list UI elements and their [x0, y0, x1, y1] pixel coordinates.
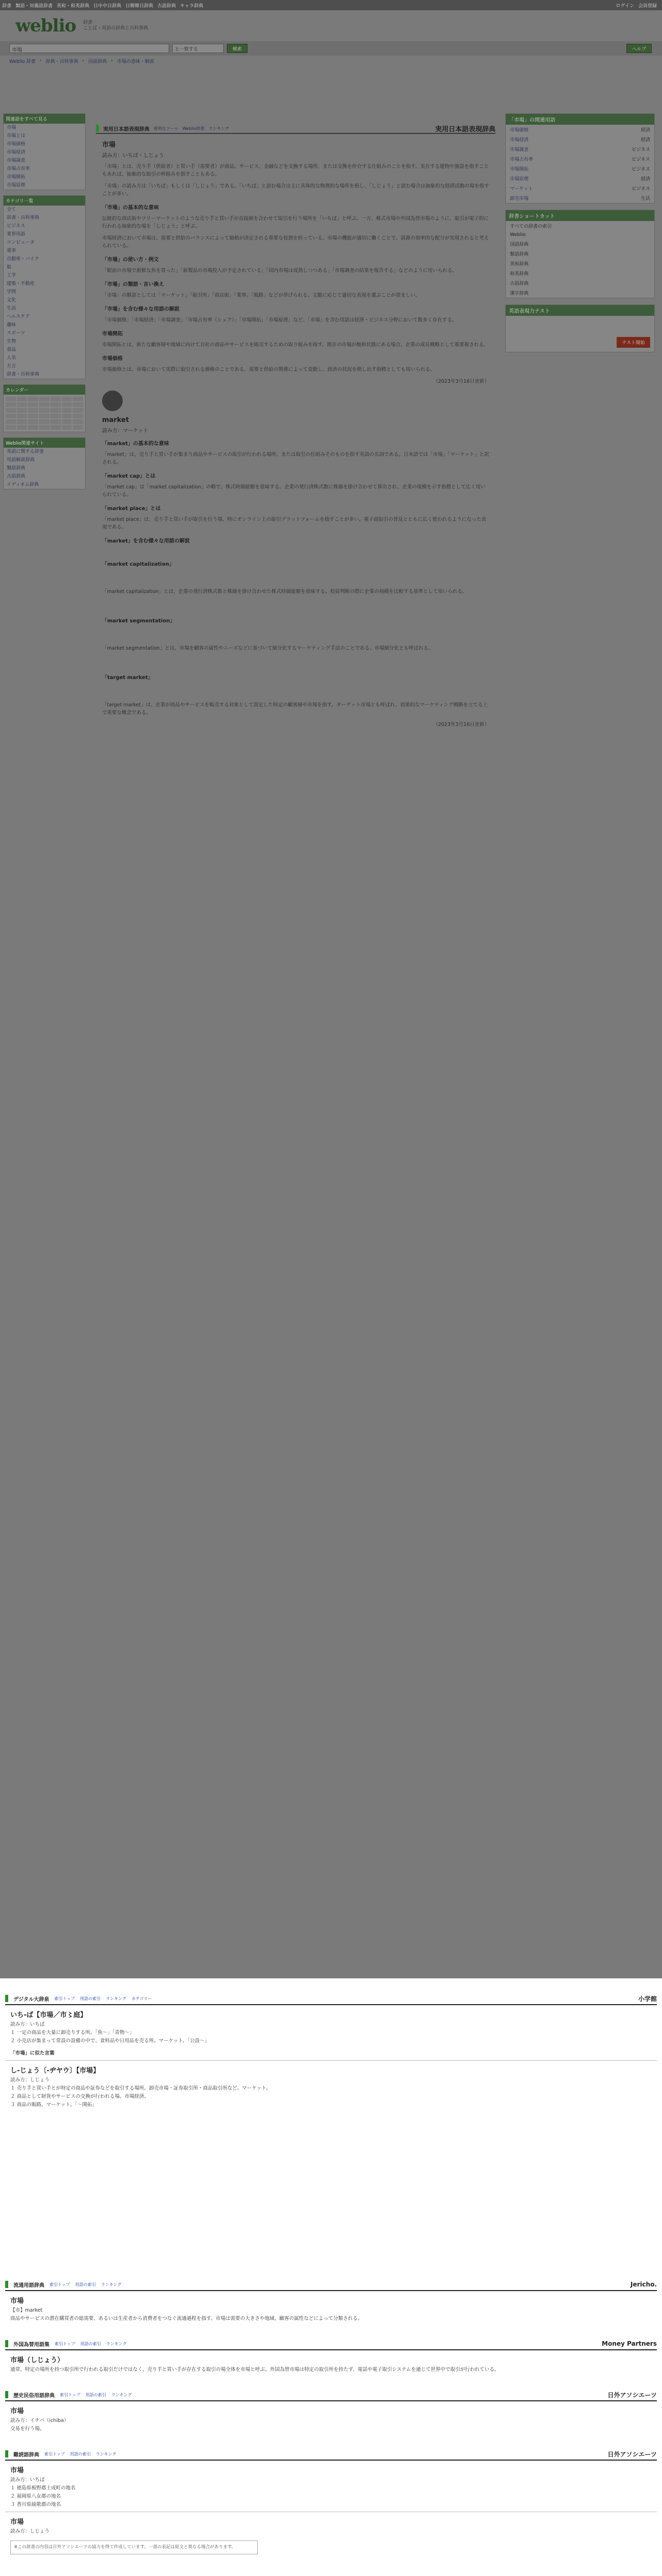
- entry-reading-english: 読み方：マーケット: [102, 428, 148, 434]
- calendar-day-cell[interactable]: [51, 414, 61, 418]
- related-sites-list: [4, 448, 85, 489]
- dictionary-header: [96, 124, 495, 134]
- section-link[interactable]: ランキング: [106, 2341, 127, 2346]
- word-illustration-icon: [102, 391, 123, 411]
- header: [0, 10, 662, 41]
- section-name[interactable]: 流通用語辞典: [13, 2282, 44, 2289]
- section-reading: 【市】market: [10, 2308, 43, 2313]
- section-header: [5, 2339, 657, 2350]
- calendar-day-cell[interactable]: [6, 408, 16, 413]
- breadcrumb-separator: ›: [82, 58, 85, 63]
- start-test-button[interactable]: テスト開始: [617, 337, 650, 348]
- shortcut-link[interactable]: 漢字辞典: [510, 291, 529, 296]
- dictionary-link[interactable]: ランキング: [208, 126, 229, 131]
- related-word-link[interactable]: 市場開拓: [7, 175, 26, 180]
- dictionary-publisher: 実用日本語表現辞典: [435, 125, 495, 133]
- related-term-category: 経済: [640, 177, 650, 182]
- related-site-link[interactable]: 英語に関する辞書: [7, 449, 44, 454]
- related-term-category: 経済: [640, 138, 650, 143]
- shortcut-link[interactable]: 国語辞典: [510, 242, 529, 247]
- category-link[interactable]: スポーツ: [7, 331, 25, 336]
- related-term-row[interactable]: [506, 134, 654, 144]
- section-link[interactable]: ランキング: [106, 1996, 126, 2001]
- related-term-link[interactable]: マーケット: [510, 187, 533, 192]
- section-word: し‐じょう〔‐ヂヤウ〕【市場】: [10, 2067, 100, 2075]
- shortcut-link[interactable]: すべての辞書の索引: [510, 224, 552, 229]
- lower-spacer: [0, 2375, 662, 2390]
- left-sidebar: [0, 113, 88, 495]
- related-term-category: ビジネス: [632, 147, 650, 152]
- weblio-logo[interactable]: weblio: [15, 15, 76, 36]
- calendar-day-cell[interactable]: [6, 402, 16, 407]
- related-term-row[interactable]: [506, 183, 654, 193]
- related-term-link[interactable]: 卸売市場: [510, 196, 529, 201]
- breadcrumb-item[interactable]: Weblio 辞書: [9, 59, 36, 64]
- topbar-link[interactable]: 日中中日辞典: [93, 3, 122, 9]
- section-link[interactable]: 索引トップ: [44, 2451, 65, 2456]
- section-definition: ２ 小売店が集まって常設の設備の中で、食料品や日用品を売る所。マーケット。「公設～」: [10, 2038, 210, 2044]
- entry-subheading: 「market capitalization」: [102, 562, 174, 567]
- category-link[interactable]: 業界用語: [7, 232, 26, 237]
- section-link[interactable]: 索引トップ: [55, 2341, 75, 2346]
- entry-paragraph: 「market place」は、売り手と買い手が取引を行う場、特にオンライン上の取引プラットフォームを指すことが多い。電子商取引の普及とともに広く使われるようになった表現である。: [102, 517, 487, 530]
- breadcrumb-separator: ›: [40, 58, 42, 63]
- category-link[interactable]: 趣味: [7, 323, 16, 328]
- calendar-grid: [4, 395, 85, 432]
- main-content: [96, 124, 495, 733]
- section-definition: ３ 香川県綾歌郡の地名: [10, 2502, 61, 2507]
- divider: [5, 2060, 657, 2061]
- related-term-row[interactable]: [506, 144, 654, 154]
- category-link[interactable]: 人名: [7, 355, 16, 361]
- category-link[interactable]: 生活: [7, 306, 16, 311]
- section-definition: ２ 福岡県八女郡の地名: [10, 2494, 61, 2499]
- calendar-day-cell[interactable]: [6, 414, 16, 418]
- calendar-day-cell[interactable]: [73, 425, 83, 430]
- section-name[interactable]: 外国為替用語集: [13, 2342, 49, 2348]
- section-marker-icon: [5, 1995, 8, 2002]
- entry-subheading: 「市場」の使い方・例文: [102, 257, 159, 263]
- entry-paragraph: 「市場」の類語としては「マーケット」「取引所」「商店街」「業界」「販路」などが挙げられる。文脈に応じて適切な表現を選ぶことが望ましい。: [102, 293, 421, 298]
- entry-paragraph: 「市場」の読み方は「いちば」もしくは「しじょう」である。「いちば」と読む場合は主に具体的な物理的な場所を指し、「しじょう」と読む場合は抽象的な経済活動の場を指すことが多い。: [102, 183, 489, 197]
- related-term-category: ビジネス: [632, 157, 650, 162]
- section-marker-icon: [5, 2281, 8, 2288]
- calendar-day-cell[interactable]: [39, 414, 49, 418]
- related-word-link[interactable]: 市場価格: [7, 142, 26, 147]
- category-link[interactable]: 文化: [7, 298, 16, 303]
- lower-spacer: [0, 2324, 662, 2339]
- calendar-day-cell[interactable]: [73, 397, 83, 401]
- category-link[interactable]: 全て: [7, 207, 16, 212]
- english-test-box: [505, 304, 655, 352]
- category-link[interactable]: 建築・不動産: [7, 281, 35, 286]
- english-test-body: [506, 316, 654, 352]
- section-definition: １ 徳島県板野郡土成町の地名: [10, 2485, 76, 2491]
- entry-subheading: 「市場」を含む様々な用語の解説: [102, 307, 179, 312]
- related-term-category: 生活: [640, 196, 650, 201]
- related-term-row[interactable]: [506, 174, 654, 183]
- search-bar: [0, 41, 662, 56]
- related-word-link[interactable]: 市場: [7, 125, 16, 130]
- logo-sub-label: 辞書: [83, 20, 93, 25]
- related-site-link[interactable]: 類語辞典: [7, 466, 26, 471]
- topbar-link[interactable]: 日韓韓日辞典: [125, 3, 154, 9]
- topbar-link[interactable]: 古語辞典: [157, 3, 176, 9]
- section-word: 市場（しじょう）: [10, 2357, 64, 2364]
- entry-paragraph: 「target market」は、企業が商品やサービスを販売する対象として設定した特定の顧客層や市場を指す。ターゲット市場とも呼ばれ、効果的なマーケティング戦略を立てる上で重要な概念である。: [102, 702, 488, 716]
- section-reading: 読み方：いちば: [10, 2477, 45, 2483]
- section-link[interactable]: 索引トップ: [54, 1996, 75, 2001]
- topbar-link[interactable]: 英和・和英辞典: [57, 3, 90, 9]
- section-link[interactable]: ランキング: [95, 2451, 117, 2456]
- shortcut-link[interactable]: 古語辞典: [510, 281, 529, 286]
- signup-link[interactable]: 会員登録: [638, 3, 657, 9]
- calendar-box: [3, 384, 86, 432]
- entry-paragraph: 「market cap」は「market capitalization」の略で、株式時価総額を意味する。企業の発行済株式数に株価を掛け合わせて算出され、企業の規模を示す指標として広く用いられている。: [102, 484, 486, 498]
- category-link[interactable]: 電車: [7, 248, 16, 253]
- calendar-day-cell[interactable]: [62, 397, 72, 401]
- related-site-link[interactable]: イディオム辞典: [7, 482, 39, 487]
- related-term-link[interactable]: 市場原理: [510, 177, 529, 182]
- calendar-day-cell[interactable]: [62, 414, 72, 418]
- category-link[interactable]: 方言: [7, 364, 16, 369]
- category-link[interactable]: ビジネス: [7, 224, 25, 229]
- entry-subheading: 市場開拓: [102, 331, 123, 337]
- calendar-day-cell[interactable]: [6, 425, 16, 430]
- lower-spacer: [0, 2110, 662, 2280]
- similar-words-heading[interactable]: 「市場」に似た言葉: [10, 2050, 55, 2056]
- dictionary-marker-icon: [96, 125, 99, 132]
- update-date: （2023年3月16日更新）: [433, 722, 489, 727]
- shortcut-link[interactable]: Weblio: [510, 232, 526, 238]
- calendar-day-cell[interactable]: [17, 402, 27, 407]
- section-reading: 読み方：いちば: [10, 2022, 45, 2027]
- category-link[interactable]: 辞書・百科事典: [7, 372, 40, 377]
- calendar-day-cell[interactable]: [28, 402, 38, 407]
- calendar-day-cell[interactable]: [6, 397, 16, 401]
- section-publisher: 小学館: [638, 1995, 657, 2003]
- section-publisher: Jericho.: [630, 2281, 657, 2288]
- calendar-day-cell[interactable]: [51, 419, 61, 424]
- search-input[interactable]: 市場: [9, 44, 169, 53]
- topbar-link[interactable]: キャラ辞典: [180, 3, 204, 9]
- section-link[interactable]: 索引トップ: [49, 2282, 70, 2287]
- dictionary-link[interactable]: Weblio辞書: [182, 126, 205, 131]
- related-terms-list: [506, 125, 654, 203]
- section-word: 市場: [10, 2518, 24, 2526]
- section-definition: ３ 商品の販路。マーケット。「～開拓」: [10, 2102, 97, 2108]
- entry-subheading: 市場価格: [102, 356, 123, 362]
- section-definition: 通常、特定の場所を持つ取引所で行われる取引だけではなく、売り手と買い手が存在する取引の場全体を市場と呼ぶ。外国為替市場は特定の取引所を持たず、電話や電子取引システムを通じて世界中で取引が行われている。: [10, 2367, 500, 2372]
- related-word-link[interactable]: 市場占有率: [7, 166, 30, 172]
- shortcut-link[interactable]: 和英辞典: [510, 272, 529, 277]
- category-link[interactable]: 自動車・バイク: [7, 257, 39, 262]
- section-publisher: 日外アソシエーツ: [607, 2450, 657, 2458]
- search-button[interactable]: 検索: [227, 44, 247, 53]
- breadcrumb-separator: ›: [111, 58, 113, 63]
- calendar-day-cell[interactable]: [51, 397, 61, 401]
- related-term-row[interactable]: [506, 164, 654, 174]
- entry-paragraph: 「market」は、売り手と買い手が集まり商品やサービスの取引が行われる場所、または取引の仕組みそのものを指す英語の名詞である。日本語では「市場」「マーケット」と訳される。: [102, 452, 489, 465]
- section-name[interactable]: 難読語辞典: [13, 2452, 39, 2458]
- section-definition: ２ 商品として財貨やサービスの交換が行われる場。市場経済。: [10, 2094, 150, 2099]
- calendar-day-cell[interactable]: [62, 408, 72, 413]
- entry-subheading: 「market」を含む様々な用語の解説: [102, 538, 190, 544]
- breadcrumb-item[interactable]: 国語辞典: [88, 59, 107, 64]
- calendar-title: カレンダー: [4, 385, 85, 395]
- entry-word-english: market: [102, 416, 129, 424]
- tagline-text: ことば・用語の辞典と百科事典: [83, 26, 148, 31]
- shortcut-link[interactable]: 類語辞典: [510, 252, 529, 257]
- related-term-link[interactable]: 市場経済: [510, 138, 529, 143]
- section-word: 市場: [10, 2467, 24, 2475]
- section-reading: 読み方：しじょう: [10, 2529, 50, 2534]
- section-reading: 読み方：しじょう: [10, 2077, 50, 2083]
- section-publisher: 日外アソシエーツ: [607, 2391, 657, 2399]
- breadcrumb-item: 市場の意味・解説: [117, 59, 154, 64]
- calendar-day-cell[interactable]: [73, 419, 83, 424]
- related-words-title: 関連語をすべて見る: [4, 114, 85, 124]
- related-term-row[interactable]: [506, 125, 654, 134]
- calendar-day-cell[interactable]: [28, 408, 38, 413]
- calendar-day-cell[interactable]: [39, 408, 49, 413]
- related-term-link[interactable]: 市場開拓: [510, 167, 529, 172]
- related-term-category: ビジネス: [632, 187, 650, 192]
- topbar-link[interactable]: 辞書: [2, 3, 12, 9]
- category-link[interactable]: 工学: [7, 273, 16, 278]
- section-word: 市場: [10, 2408, 24, 2415]
- entry-subheading: 「market place」とは: [102, 506, 161, 512]
- match-mode-select[interactable]: と一致する: [172, 44, 224, 53]
- category-link[interactable]: 学問: [7, 290, 16, 295]
- entry-paragraph: 「市場」とは、売り手（供給者）と買い手（需要者）が商品、サービス、金融などを交換する場所、または交換を仲介する仕組みのことを指す。実在する建物や施設を指すこともあれば、抽象的な取引の枠組みを指すこともある。: [102, 164, 489, 177]
- related-term-category: 経済: [640, 128, 650, 133]
- section-header: [5, 2280, 657, 2291]
- related-term-row[interactable]: [506, 193, 654, 203]
- related-sites-box: [3, 437, 86, 489]
- related-term-link[interactable]: 市場価格: [510, 128, 529, 133]
- related-word-link[interactable]: 市場原理: [7, 183, 26, 188]
- calendar-day-cell[interactable]: [51, 402, 61, 407]
- calendar-day-cell[interactable]: [28, 419, 38, 424]
- help-button[interactable]: ヘルプ: [626, 44, 652, 53]
- category-title: カテゴリ一覧: [4, 196, 85, 206]
- calendar-day-cell[interactable]: [62, 402, 72, 407]
- shortcut-link[interactable]: 英和辞典: [510, 262, 529, 267]
- related-sites-title: Weblio関連サイト: [4, 438, 85, 448]
- copyright-note: ※この辞書の内容は日外アソシエーツの協力を得て作成しています。一部の表記は原文と異なる場合があります。: [10, 2540, 258, 2554]
- calendar-day-cell[interactable]: [39, 425, 49, 430]
- category-box: [3, 195, 86, 379]
- calendar-day-cell[interactable]: [17, 408, 27, 413]
- top-bar: [0, 0, 662, 10]
- related-words-list: [4, 124, 85, 190]
- related-term-row[interactable]: [506, 154, 654, 164]
- related-site-link[interactable]: 用語解説辞典: [7, 457, 35, 463]
- calendar-day-cell[interactable]: [73, 414, 83, 418]
- section-definition: 交易を行う場。: [10, 2426, 45, 2432]
- section-publisher: Money Partners: [602, 2340, 657, 2347]
- related-site-link[interactable]: 古語辞典: [7, 474, 26, 479]
- related-term-category: ビジネス: [632, 167, 650, 172]
- dictionary-link[interactable]: 便利なツール: [154, 126, 178, 131]
- entry-subheading: 「市場」の類語・言い換え: [102, 282, 164, 287]
- calendar-day-cell[interactable]: [17, 419, 27, 424]
- entry-paragraph: 「市場価格」「市場経済」「市場調査」「市場占有率（シェア）」「市場開拓」「市場原理」など、「市場」を含む用語は経済・ビジネス分野において数多く存在する。: [102, 317, 457, 323]
- section-link[interactable]: 用語の索引: [75, 2282, 96, 2287]
- calendar-day-cell[interactable]: [51, 425, 61, 430]
- category-link[interactable]: 食品: [7, 347, 16, 352]
- section-definition: １ 一定の商品を大量に卸売りする所。「魚～」「青物～」: [10, 2030, 135, 2036]
- category-link[interactable]: 辞書・百科事典: [7, 215, 40, 221]
- entry-word: 市場: [102, 141, 116, 149]
- dictionary-name[interactable]: 実用日本語表現辞典: [103, 126, 150, 132]
- related-terms-title: 「市場」の関連用語: [506, 114, 654, 125]
- section-link[interactable]: 用語の索引: [80, 2341, 101, 2346]
- related-word-link[interactable]: 市場調査: [7, 158, 26, 163]
- section-marker-icon: [5, 2450, 8, 2458]
- entry-subheading: 「market」の基本的な意味: [102, 441, 170, 447]
- related-term-link[interactable]: 市場占有率: [510, 157, 534, 162]
- section-link[interactable]: 索引トップ: [60, 2392, 80, 2397]
- calendar-day-cell[interactable]: [39, 397, 49, 401]
- section-link[interactable]: 用語の索引: [70, 2451, 91, 2456]
- calendar-day-cell[interactable]: [39, 419, 49, 424]
- section-link[interactable]: ランキング: [101, 2282, 122, 2287]
- section-marker-icon: [5, 2391, 8, 2398]
- entry-paragraph: 市場経済において市場は、需要と供給のバランスによって価格が決定される重要な役割を担っている。市場の機能が適切に働くことで、資源の効率的な配分が実現されると考えられている。: [102, 235, 489, 249]
- lower-spacer: [0, 2560, 662, 2575]
- section-link[interactable]: ランキング: [111, 2392, 132, 2397]
- entry-subheading: 「target market」: [102, 675, 153, 681]
- shortcut-list: [506, 221, 654, 298]
- entry-subheading: 「市場」の基本的な意味: [102, 205, 159, 211]
- calendar-day-cell[interactable]: [17, 425, 27, 430]
- calendar-day-cell[interactable]: [73, 402, 83, 407]
- related-terms-box: [505, 113, 655, 204]
- section-definition: 商品やサービスの潜在購買者の総需要、あるいは生産者から消費者をつなぐ流通過程を指す。市場は需要の大きさや地域、顧客の属性などによって分類される。: [10, 2316, 363, 2321]
- entry-reading: 読み方：いちば・しじょう: [102, 153, 164, 159]
- entry-paragraph: 「駅前の市場で新鮮な魚を買った」「新製品の市場投入が予定されている」「国内市場は成熟しつつある」「市場調査の結果を報告する」などのように用いられる。: [102, 268, 457, 274]
- english-test-title: 英語表現力テスト: [506, 305, 654, 316]
- entry-paragraph: 市場開拓とは、新たな顧客層や地域に向けて自社の商品やサービスを販売するための取り組みを指す。既存の市場が飽和状態にある場合、企業の成長戦略として重要視される。: [102, 342, 489, 348]
- category-link[interactable]: 船: [7, 265, 12, 270]
- section-link[interactable]: 用語の索引: [85, 2392, 106, 2397]
- calendar-day-cell[interactable]: [73, 408, 83, 413]
- entry-subheading: 「market segmentation」: [102, 618, 175, 624]
- calendar-day-cell[interactable]: [62, 425, 72, 430]
- section-header: [5, 2390, 657, 2401]
- login-link[interactable]: ログイン: [616, 3, 634, 9]
- lower-spacer: [0, 1978, 662, 1994]
- section-header: [5, 2449, 657, 2461]
- entry-paragraph: 「market capitalization」とは、企業の発行済株式数と株価を掛け合わせた株式時価総額を意味する。投資判断の際に企業の規模を比較する基準として用いられる。: [102, 589, 468, 595]
- category-list: [4, 206, 85, 379]
- entry-subheading: 「market cap」とは: [102, 473, 156, 479]
- calendar-day-cell[interactable]: [28, 397, 38, 401]
- section-name[interactable]: 歴史民俗用語辞典: [13, 2393, 55, 2399]
- section-definition: １ 売り手と買い手とが特定の商品や証券などを取引する場所。卸売市場・証券取引所・商品取引所など。マーケット。: [10, 2086, 271, 2091]
- related-word-link[interactable]: 市場とは: [7, 133, 26, 139]
- calendar-day-cell[interactable]: [62, 419, 72, 424]
- calendar-day-cell[interactable]: [17, 414, 27, 418]
- related-term-link[interactable]: 市場調査: [510, 147, 529, 152]
- breadcrumb: [0, 56, 662, 66]
- entry-paragraph: 「market segmentation」とは、市場を顧客の属性やニーズなどに基づいて細分化するマーケティング手法のことである。市場細分化とも呼ばれる。: [102, 646, 434, 651]
- shortcut-box: [505, 210, 655, 298]
- section-header: [5, 1994, 657, 2005]
- section-link[interactable]: カテゴリー: [131, 1996, 152, 2001]
- calendar-day-cell[interactable]: [51, 408, 61, 413]
- right-sidebar: [505, 113, 655, 359]
- section-word: いち‐ば【市場／市〻庭】: [10, 2011, 87, 2019]
- shortcut-title: 辞書ショートカット: [506, 210, 654, 221]
- calendar-day-cell[interactable]: [6, 419, 16, 424]
- section-reading: 読み方：イチバ（ichiba）: [10, 2418, 69, 2424]
- section-name[interactable]: デジタル大辞泉: [13, 1996, 49, 2003]
- section-link[interactable]: 用語の索引: [80, 1996, 101, 2001]
- breadcrumb-item[interactable]: 辞典・百科事典: [45, 59, 78, 64]
- lower-spacer: [0, 2434, 662, 2449]
- calendar-day-cell[interactable]: [28, 425, 38, 430]
- topbar-link[interactable]: 類語・対義語辞書: [15, 3, 53, 9]
- related-word-link[interactable]: 市場経済: [7, 150, 26, 155]
- entry-paragraph: 市場価格とは、市場において実際に取引される価格のことである。需要と供給の関係によって変動し、経済の状況を映し出す指標としても用いられる。: [102, 367, 436, 372]
- calendar-day-cell[interactable]: [17, 397, 27, 401]
- category-link[interactable]: ヘルスケア: [7, 314, 30, 319]
- related-words-box: [3, 113, 86, 190]
- logo-tagline: [83, 20, 148, 31]
- calendar-day-cell[interactable]: [28, 414, 38, 418]
- calendar-day-cell[interactable]: [39, 402, 49, 407]
- lower-dictionary-section: [0, 1978, 662, 2576]
- entry-paragraph: 伝統的な商店街やフリーマーケットのような売り手と買い手が直接顔を合わせて取引を行う場所を「いちば」と呼ぶ。一方、株式市場や外国為替市場のように、取引が電子的に行われる抽象的な場を「しじょう」と呼ぶ。: [102, 216, 489, 229]
- category-link[interactable]: 生物: [7, 339, 16, 344]
- update-date: （2023年3月16日更新）: [433, 379, 489, 384]
- section-marker-icon: [5, 2340, 8, 2347]
- category-link[interactable]: コンピュータ: [7, 240, 35, 245]
- section-word: 市場: [10, 2297, 24, 2305]
